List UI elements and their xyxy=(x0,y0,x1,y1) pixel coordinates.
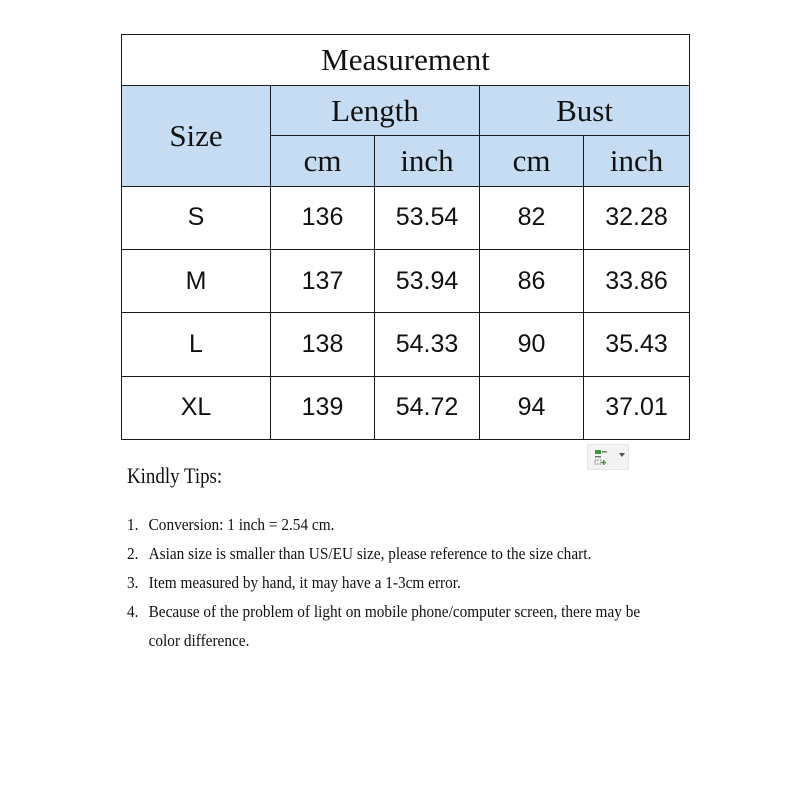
length-cm-cell: 137 xyxy=(271,250,375,313)
length-cm-cell: 136 xyxy=(271,186,375,249)
list-number: 4. xyxy=(127,602,139,621)
list-number: 2. xyxy=(127,544,139,563)
table-row-xl xyxy=(122,376,690,439)
table-title: Measurement xyxy=(122,35,690,86)
tips-list xyxy=(127,510,767,655)
table-row-s xyxy=(122,186,690,249)
bust-cm-header: cm xyxy=(480,136,584,186)
table-row-m xyxy=(122,250,690,313)
chevron-down-icon[interactable] xyxy=(619,453,625,457)
length-inch-cell: 53.54 xyxy=(375,186,480,249)
bust-cm-cell: 90 xyxy=(480,313,584,376)
table-row-l xyxy=(122,313,690,376)
length-inch-cell: 53.94 xyxy=(375,250,480,313)
list-number: 3. xyxy=(127,573,139,592)
length-cm-header: cm xyxy=(271,136,375,186)
tip-text: Item measured by hand, it may have a 1-3cm error. xyxy=(148,573,461,592)
paste-options-icon xyxy=(594,449,608,465)
size-cell: XL xyxy=(122,376,271,439)
length-inch-cell: 54.33 xyxy=(375,313,480,376)
list-item xyxy=(127,539,703,568)
length-inch-cell: 54.72 xyxy=(375,376,480,439)
size-chart-table xyxy=(121,34,690,440)
list-item xyxy=(127,597,703,655)
size-cell: L xyxy=(122,313,271,376)
list-item xyxy=(127,510,703,539)
paste-options-button[interactable] xyxy=(587,444,629,470)
bust-inch-cell: 37.01 xyxy=(584,376,690,439)
tips-title: Kindly Tips: xyxy=(127,463,223,488)
bust-cm-cell: 94 xyxy=(480,376,584,439)
bust-inch-cell: 32.28 xyxy=(584,186,690,249)
tip-text: Asian size is smaller than US/EU size, please reference to the size chart. xyxy=(148,544,592,563)
length-cm-cell: 138 xyxy=(271,313,375,376)
bust-inch-cell: 35.43 xyxy=(584,313,690,376)
tip-text-continued: color difference. xyxy=(148,631,250,650)
tip-text: Because of the problem of light on mobile phone/computer screen, there may be xyxy=(148,602,641,621)
bust-cm-cell: 82 xyxy=(480,186,584,249)
list-item xyxy=(127,568,703,597)
bust-header: Bust xyxy=(480,86,690,136)
size-cell: S xyxy=(122,186,271,249)
size-header: Size xyxy=(122,86,271,186)
length-inch-header: inch xyxy=(375,136,480,186)
length-header: Length xyxy=(271,86,480,136)
length-cm-cell: 139 xyxy=(271,376,375,439)
bust-cm-cell: 86 xyxy=(480,250,584,313)
list-number: 1. xyxy=(127,515,139,534)
bust-inch-cell: 33.86 xyxy=(584,250,690,313)
bust-inch-header: inch xyxy=(584,136,690,186)
tip-text: Conversion: 1 inch = 2.54 cm. xyxy=(148,515,335,534)
size-cell: M xyxy=(122,250,271,313)
